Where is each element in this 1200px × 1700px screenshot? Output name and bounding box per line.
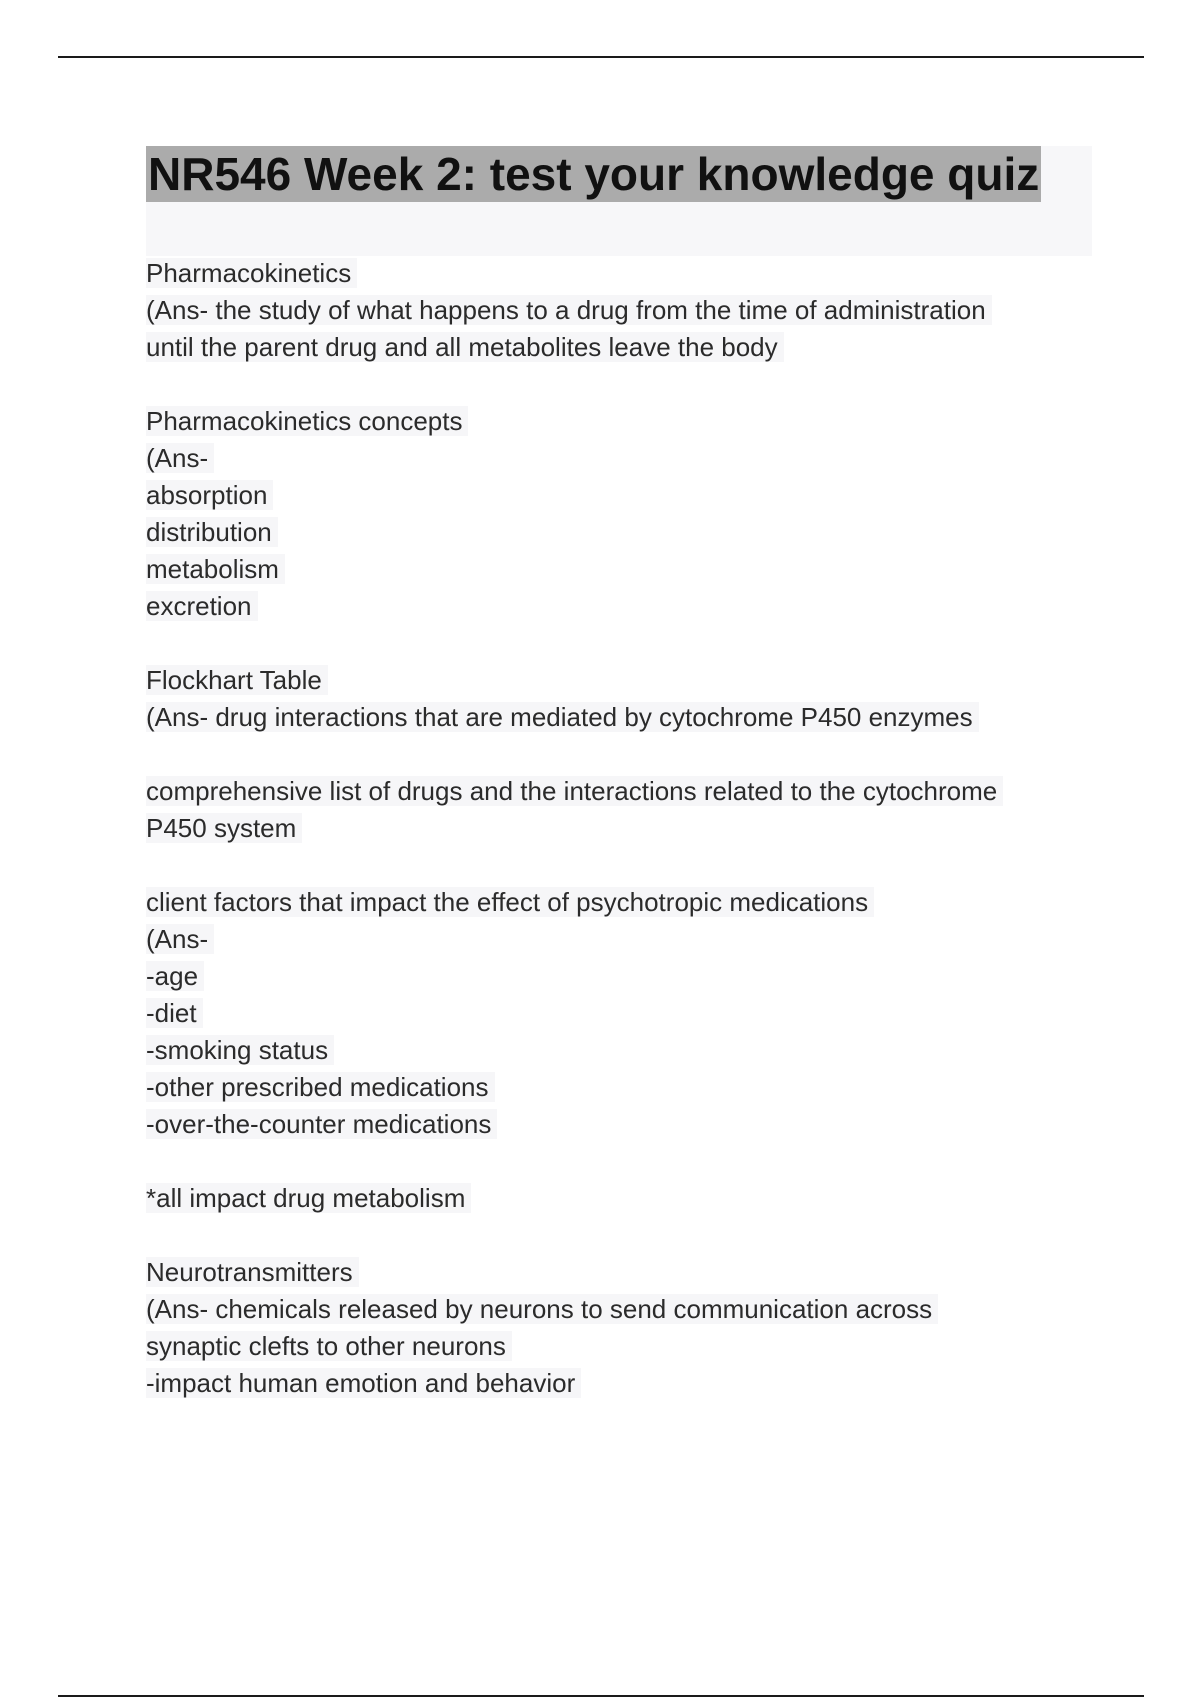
text-line (146, 1106, 1106, 1143)
text-line (146, 514, 1106, 551)
text-line-content: absorption (146, 480, 273, 510)
text-line (146, 921, 1106, 958)
paragraph-gap (146, 625, 1106, 662)
text-line (146, 1032, 1106, 1069)
text-line-content: Pharmacokinetics concepts (146, 406, 468, 436)
paragraph-gap (146, 847, 1106, 884)
text-line (146, 958, 1106, 995)
text-line-content: -smoking status (146, 1035, 334, 1065)
text-line-content: -over-the-counter medications (146, 1109, 497, 1139)
paragraph-gap (146, 366, 1106, 403)
text-line (146, 699, 1106, 736)
text-line-content: *all impact drug metabolism (146, 1183, 471, 1213)
paragraph-gap (146, 1143, 1106, 1180)
text-line (146, 662, 1106, 699)
text-line (146, 1069, 1106, 1106)
text-line-content: excretion (146, 591, 258, 621)
text-line-content: -diet (146, 998, 203, 1028)
text-line-content: Pharmacokinetics (146, 258, 357, 288)
text-line-content: until the parent drug and all metabolites leave the body (146, 332, 784, 362)
text-line-content: (Ans- the study of what happens to a drug from the time of administration (146, 295, 992, 325)
footer-rule (58, 1695, 1144, 1697)
text-line-content: P450 system (146, 813, 302, 843)
text-line-content: -other prescribed medications (146, 1072, 495, 1102)
text-line (146, 477, 1106, 514)
text-line-content: -impact human emotion and behavior (146, 1368, 581, 1398)
text-line (146, 329, 1106, 366)
header-rule (58, 56, 1144, 58)
text-line (146, 1254, 1106, 1291)
document-body (146, 255, 1106, 1402)
text-line-content: (Ans- chemicals released by neurons to send communication across (146, 1294, 938, 1324)
text-line (146, 255, 1106, 292)
text-line-content: -age (146, 961, 204, 991)
text-line-content: synaptic clefts to other neurons (146, 1331, 512, 1361)
text-line (146, 551, 1106, 588)
text-line-content: (Ans- (146, 443, 214, 473)
text-line-content: (Ans- (146, 924, 214, 954)
text-line (146, 1328, 1106, 1365)
text-line (146, 810, 1106, 847)
text-line (146, 773, 1106, 810)
text-line (146, 588, 1106, 625)
text-line-content: Flockhart Table (146, 665, 328, 695)
text-line (146, 1180, 1106, 1217)
text-line-content: distribution (146, 517, 278, 547)
text-line-content: comprehensive list of drugs and the interactions related to the cytochrome (146, 776, 1003, 806)
text-line-content: Neurotransmitters (146, 1257, 359, 1287)
text-line (146, 884, 1106, 921)
text-line (146, 440, 1106, 477)
text-line-content: (Ans- drug interactions that are mediated by cytochrome P450 enzymes (146, 702, 979, 732)
document-title: NR546 Week 2: test your knowledge quiz (148, 148, 1040, 200)
text-line (146, 1291, 1106, 1328)
paragraph-gap (146, 1217, 1106, 1254)
text-line-content: metabolism (146, 554, 285, 584)
paragraph-gap (146, 736, 1106, 773)
text-line-content: client factors that impact the effect of psychotropic medications (146, 887, 874, 917)
text-line (146, 403, 1106, 440)
text-line (146, 995, 1106, 1032)
text-line (146, 1365, 1106, 1402)
text-line (146, 292, 1106, 329)
